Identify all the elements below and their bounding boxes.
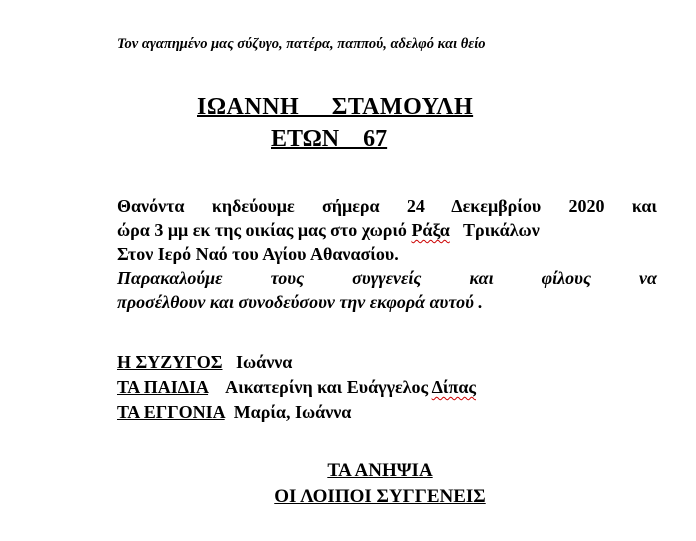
body-line-2-end: Τρικάλων <box>449 220 540 240</box>
body-line-2-start: ώρα 3 μμ εκ της οικίας μας στο χωριό <box>117 220 412 240</box>
family-gap <box>208 377 225 397</box>
family-role: ΤΑ ΠΑΙΔΙΑ <box>117 377 209 397</box>
closing-line-2: ΟΙ ΛΟΙΠΟΙ ΣΥΓΓΕΝΕΙΣ <box>274 486 486 507</box>
family-surname: Δίπας <box>431 377 477 397</box>
family-names: Αικατερίνη και Ευάγγελος <box>225 377 432 397</box>
body-line-3: Στον Ιερό Ναό του Αγίου Αθανασίου. <box>117 244 399 264</box>
closing-line-1: ΤΑ ΑΝΗΨΙΑ <box>327 460 433 481</box>
family-row <box>117 350 476 375</box>
family-gap <box>225 402 234 422</box>
family-role: ΤΑ ΕΓΓΟΝΙΑ <box>117 402 225 422</box>
family-role: Η ΣΥΖΥΓΟΣ <box>117 352 223 372</box>
body-line-1: Θανόντα κηδεύουμε σήμερα 24 Δεκεμβρίου 2020 και <box>117 196 657 216</box>
family-row <box>117 375 476 400</box>
village-name: Ράξα <box>411 220 450 240</box>
family-row <box>117 400 476 425</box>
family-names: Μαρία, Ιωάννα <box>233 402 352 422</box>
announcement-body <box>117 194 657 314</box>
closing-block <box>230 458 530 510</box>
family-gap <box>223 352 237 372</box>
body-line-5: προσέλθουν και συνοδεύσουν την εκφορά αυτού . <box>117 292 483 312</box>
body-line-2 <box>117 218 657 242</box>
family-list <box>117 350 476 425</box>
intro-line: Τον αγαπημένο μας σύζυγο, πατέρα, παππού, αδελφό και θείο <box>117 36 486 52</box>
family-names: Ιωάννα <box>236 352 293 372</box>
deceased-name: ΙΩΑΝΝΗ ΣΤΑΜΟΥΛΗ <box>197 94 474 120</box>
deceased-age: ΕΤΩΝ 67 <box>271 126 388 152</box>
body-line-4: Παρακαλούμε τους συγγενείς και φίλους να <box>117 268 657 288</box>
